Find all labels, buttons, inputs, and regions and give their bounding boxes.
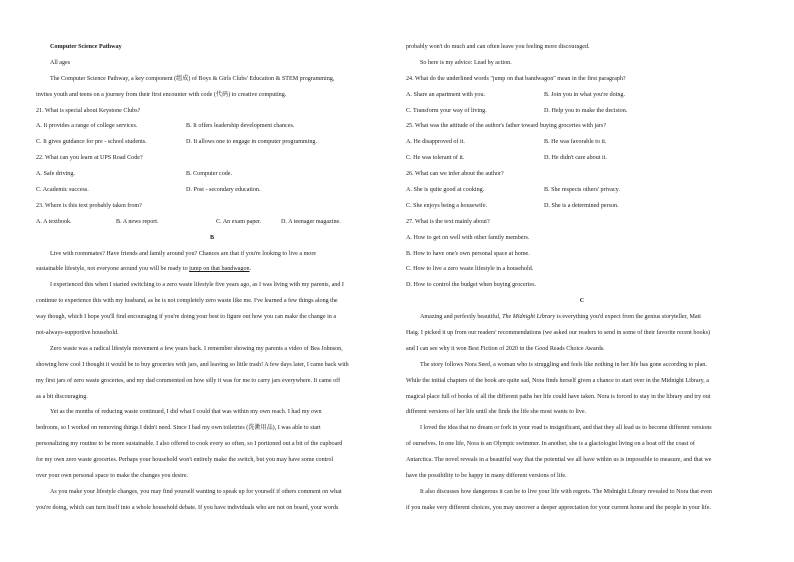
paragraph-line: magical place full of books of all the different paths her life could have taken. Nora is forced to stay in the library and try out <box>406 393 711 400</box>
option-c: C. Transform your way of living. <box>406 107 487 114</box>
option-d: D. A teenager magazine. <box>281 218 341 225</box>
option-d: D. He didn't care about it. <box>544 155 607 162</box>
paragraph-line: not-always-supportive household. <box>36 330 119 337</box>
left-column <box>36 40 388 517</box>
question-22-options-row <box>36 167 388 183</box>
paragraph-line: continue to experience this with my husband, as he is not completely zero waste like me. I've learned a few things along the <box>36 298 338 305</box>
option-a: A. He disapproved of it. <box>406 139 465 146</box>
question-24-options-row <box>406 104 758 120</box>
question-23-options-row <box>36 215 388 231</box>
question-26-options-row <box>406 183 758 199</box>
paragraph-line: over your own personal space to make the changes you desire. <box>36 473 189 480</box>
option-d: D. It allows one to engage in computer programming. <box>186 139 317 146</box>
paragraph-line: way though, which I hope you'll find encouraging if you're doing your best to figure out how you can make the change in a <box>36 314 337 321</box>
option-a: A. Safe driving. <box>36 171 75 178</box>
paragraph-line: personalizing my routine to be more sustainable. I also offered to cook every so often, so I portioned out a bit of the cupboard <box>36 441 343 448</box>
question-25-options-row <box>406 135 758 151</box>
paragraph-line: It also discusses how dangerous it can be to live your life with regrets. The Midnight Library revealed to Nora that even <box>420 488 712 495</box>
paragraph-text: sustainable lifestyle, not everyone around you will be ready to <box>36 266 190 273</box>
option-d: D. Help you to make the decision. <box>544 107 628 114</box>
option-a: A. It provides a range of college services. <box>36 123 138 130</box>
option-d: D. How to control the budget when buying groceries. <box>406 282 536 289</box>
paragraph-line: if you make very different choices, you may uncover a deeper appreciation for your current home and the people in your life. <box>406 504 711 511</box>
question-25-options-row <box>406 151 758 167</box>
paragraph-line: As you make your lifestyle changes, you may find yourself wanting to speak up for yourself if others comment on what <box>50 488 342 495</box>
intro-line: The Computer Science Pathway, a key component (组成) of Boys & Girls Clubs' Education & STEM programming, <box>50 75 335 82</box>
question-22-options-row <box>36 183 388 199</box>
paragraph-line: So here is my advice: Lead by action. <box>420 59 512 66</box>
paragraph-line: for my own zero waste groceries. Perhaps your household won't entirely make the switch, but you may have some control <box>36 457 334 464</box>
option-b: B. He was favorable to it. <box>544 139 607 146</box>
option-d: D. She is a determined person. <box>544 202 619 209</box>
option-a: A. She is quite good at cooking. <box>406 187 485 194</box>
paragraph-line: my first jars of zero waste groceries, and my dad commented on how silly it was for me to carry jars everywhere. It came off <box>36 377 341 384</box>
paragraph-line: The story follows Nora Seed, a woman who is struggling and feels like nothing in her life has gone according to plan. <box>420 361 707 368</box>
intro-line: invites youth and teens on a journey from their first encounter with code (代码) to creative computing. <box>36 91 287 98</box>
underlined-phrase: jump on that bandwagon <box>189 266 250 273</box>
option-c: C. How to live a zero waste lifestyle in a household. <box>406 266 534 273</box>
option-c: C. Academic success. <box>36 187 89 194</box>
section-b-heading: B <box>209 234 215 241</box>
option-d: D. Post - secondary education. <box>186 187 261 194</box>
paragraph-line: as a bit discouraging. <box>36 393 88 400</box>
paragraph-text: is everything you'd expect from the genius storyteller, Matt <box>555 314 701 321</box>
option-b: B. She respects others' privacy. <box>544 187 620 194</box>
question-23: 23. Where is this text probably taken from? <box>36 202 142 209</box>
option-b: B. It offers leadership development chances. <box>186 123 295 130</box>
question-27: 27. What is the text mainly about? <box>406 218 490 225</box>
paragraph-line: I experienced this when I started switching to a zero waste lifestyle five years ago, as I was living with my parents, and I <box>50 282 344 289</box>
paragraph-line <box>406 310 758 326</box>
paragraph-line: bedroom, so I worked on removing things I didn't need. Since I had my own toiletries (洗漱用品), I was able to start <box>36 425 321 432</box>
paragraph-line: Zero waste was a radical lifestyle movement a few years back. I remember showing my parents a video of Bea Johnson, <box>50 345 343 352</box>
right-column <box>406 40 758 517</box>
question-26-options-row <box>406 199 758 215</box>
paragraph-line <box>36 262 388 278</box>
question-25: 25. What was the attitude of the author's father toward buying groceries with jars? <box>406 123 606 130</box>
paragraph-line: Live with roommates? Have friends and family around you? Chances are that if you're looking to live a more <box>50 250 317 257</box>
paragraph-line: I loved the idea that no dream or fork in your road is insignificant, and that they all lead us to become different versions <box>420 425 712 432</box>
question-24: 24. What do the underlined words "jump on that bandwagon" mean in the first paragraph? <box>406 75 626 82</box>
option-b: B. A news report. <box>116 218 159 225</box>
option-c: C. She enjoys being a housewife. <box>406 202 488 209</box>
question-22: 22. What can you learn at UPS Road Code? <box>36 155 143 162</box>
option-a: A. How to get on well with other family members. <box>406 234 530 241</box>
paragraph-line: While the initial chapters of the book are quite sad, Nora finds herself given a chance to start over in the Midnight Library, a <box>406 377 710 384</box>
option-a: A. A textbook. <box>36 218 72 225</box>
question-21: 21. What is special about Keystone Clubs? <box>36 107 141 114</box>
question-24-options-row <box>406 88 758 104</box>
option-b: B. How to have one's own personal space at home. <box>406 250 530 257</box>
paragraph-line: different versions of her life until she finds the life she most wants to live. <box>406 409 587 416</box>
option-c: C. It gives guidance for pre - school students. <box>36 139 147 146</box>
option-c: C. He was tolerant of it. <box>406 155 465 162</box>
paragraph-text: . <box>249 266 252 273</box>
paragraph-line: probably won't do much and can often leave you feeling more discouraged. <box>406 44 590 50</box>
paragraph-line: showing how cool I thought it would be to buy groceries with jars, and leaving so little trash! A few days later, I came back with <box>36 361 349 368</box>
section-c-heading: C <box>579 298 585 305</box>
option-b: B. Join you in what you're doing. <box>544 91 625 98</box>
paragraph-line: and I can see why it won Best Fiction of 2020 in the Good Reads Choice Awards. <box>406 345 605 352</box>
paragraph-line: Yet as the months of reducing waste continued, I did what I could that was within my own reach. I had my own <box>50 409 322 416</box>
paragraph-text: Amazing and perfectly beautiful, <box>420 314 503 321</box>
paragraph-line: you're doing, which can turn itself into a whole household debate. If you have individuals who are not on board, your words <box>36 504 339 511</box>
paragraph-line: Antarctica. The novel reveals in a beautiful way that the potential we all have within us is impossible to measure, and that we <box>406 457 712 464</box>
book-title: The Midnight Library <box>502 314 556 321</box>
paragraph-line: have the possibility to be happy in many different versions of life. <box>406 473 567 480</box>
option-b: B. Computer code. <box>186 171 233 178</box>
paragraph-line: of ourselves. In one life, Nora is an Olympic swimmer. In another, she is a glaciologist living on a boat off the coast of <box>406 441 695 448</box>
paragraph-line: Haig. I picked it up from our readers' recommendations (we asked our readers to send in some of their favorite recent books) <box>406 330 710 337</box>
question-21-options-row <box>36 119 388 135</box>
question-21-options-row <box>36 135 388 151</box>
pathway-title: Computer Science Pathway <box>50 44 122 50</box>
ages-label: All ages <box>50 59 71 66</box>
option-c: C. An exam paper. <box>216 218 262 225</box>
option-a: A. Share an apartment with you. <box>406 91 486 98</box>
question-26: 26. What can we infer about the author? <box>406 171 504 178</box>
